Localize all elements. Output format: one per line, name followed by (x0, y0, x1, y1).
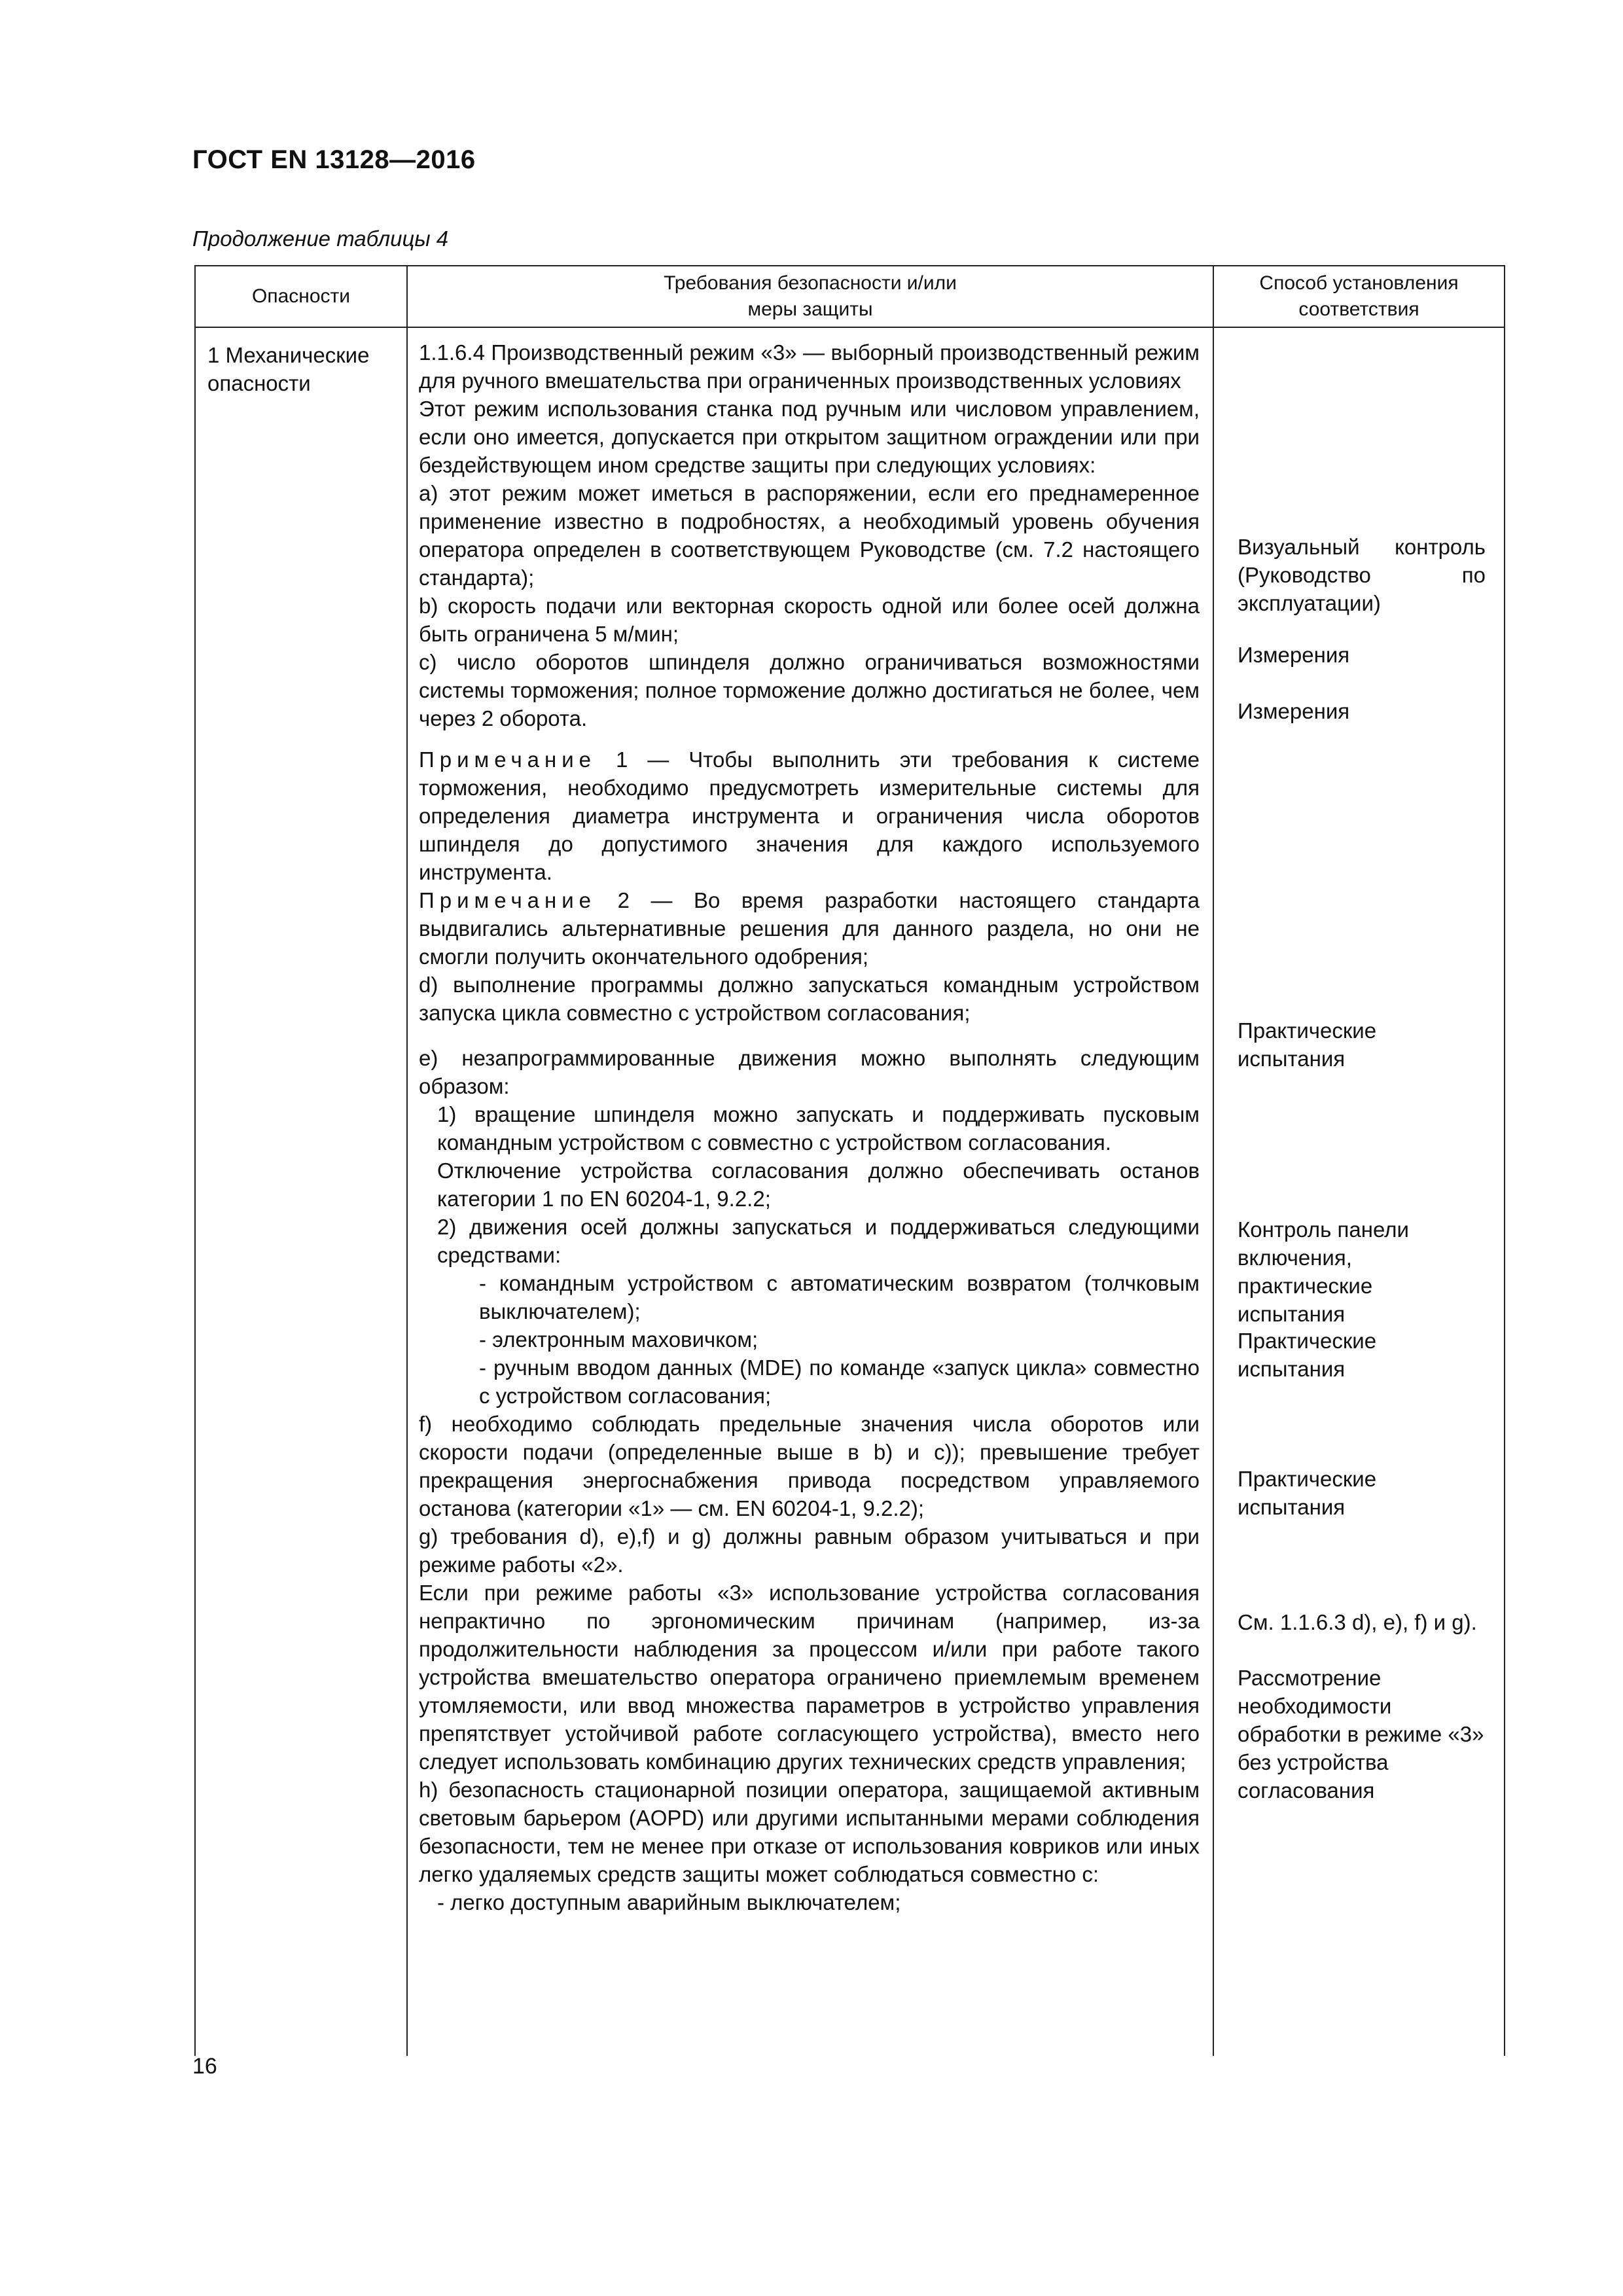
hazard-cell (195, 327, 407, 2056)
verification-method: Практические испытания (1238, 1329, 1377, 1381)
note-text: 1 — Чтобы выполнить эти требования к системе торможения, необходимо предусмотреть измерительные системы для определения диаметра инструмента и ограничения числа оборотов шпинделя до допустимого значения для каждого используемого инструмента. (419, 747, 1200, 884)
requirement-text: 1) вращение шпинделя можно запускать и поддерживать пусковым командным устройством с совместно с устройством согласования. (437, 1102, 1200, 1155)
verification-method: Практические испытания (1238, 1018, 1377, 1071)
requirement-text: h) безопасность стационарной позиции оператора, защищаемой активным световым барьером (AOPD) или другими испытанными мерами соблюдения безопасности, тем не менее при отказе от использования ковриков или иных легко удаляемых средств защиты может соблюдаться совместно с: (419, 1778, 1200, 1886)
verification-method: См. 1.1.6.3 d), e), f) и g). (1238, 1610, 1477, 1634)
note-label: Примечание (419, 747, 597, 772)
hazard-label: 1 Механические опасности (207, 343, 370, 395)
requirement-text: d) выполнение программы должно запускаться командным устройством запуска цикла совместно с устройством согласования; (419, 973, 1200, 1025)
column-header-hazards: Опасности (195, 266, 407, 327)
requirement-text: c) число оборотов шпинделя должно ограничиваться возможностями системы торможения; полное торможение должно достигаться не более, чем через 2 оборота. (419, 650, 1200, 730)
note-2 (419, 886, 1200, 971)
requirement-text: Если при режиме работы «3» использование устройства согласования непрактично по эргономическим причинам (например, из-за продолжительности наблюдения за процессом и/или при работе такого устройства вмешательство оператора ограничено приемлемым временем утомляемости, или ввод множества параметров в устройство управления препятствует устойчивой работе согласующего устройства), вместо него следует использовать комбинацию других технических средств управления; (419, 1581, 1200, 1774)
note-1 (419, 745, 1200, 886)
verification-method: Практические испытания (1238, 1467, 1377, 1519)
requirement-text: g) требования d), e),f) и g) должны равным образом учитываться и при режиме работы «2». (419, 1524, 1200, 1577)
column-header-verification: Способ установления соответствия (1213, 266, 1505, 327)
note-text: 2 — Во время разработки настоящего стандарта выдвигались альтернативные решения для данного раздела, но они не смогли получить окончательного одобрения; (419, 888, 1200, 969)
verification-method: Визуальный контроль (Руководство по эксплуатации) (1238, 535, 1486, 615)
requirement-text: Этот режим использования станка под ручным или числовом управлением, если оно имеется, допускается при открытом защитном ограждении или при бездействующем ином средстве защиты при следующих условиях: (419, 397, 1200, 477)
verification-method: Контроль панели включения, практические испытания (1238, 1217, 1409, 1326)
column-header-requirements: Требования безопасности и/или меры защиты (407, 266, 1213, 327)
page-number: 16 (192, 2054, 217, 2079)
table-row (195, 327, 1505, 2056)
requirement-text: Отключение устройства согласования должно обеспечивать останов категории 1 по EN 60204-1, 9.2.2; (437, 1158, 1200, 1211)
requirement-text: - электронным маховичком; (479, 1327, 758, 1352)
requirement-text: - командным устройством с автоматическим возвратом (толчковым выключателем); (479, 1271, 1200, 1323)
verification-method: Рассмотрение необходимости обработки в режиме «3» без устройства согласования (1238, 1666, 1484, 1803)
table-caption: Продолжение таблицы 4 (192, 226, 449, 251)
requirement-text: f) необходимо соблюдать предельные значения числа оборотов или скорости подачи (определенные выше в b) и c)); превышение требует прекращения энергоснабжения привода посредством управляемого останова (категории «1» — см. EN 60204-1, 9.2.2); (419, 1412, 1200, 1520)
verification-method: Измерения (1238, 699, 1350, 723)
requirements-table (194, 265, 1505, 2056)
requirement-text: 2) движения осей должны запускаться и поддерживаться следующими средствами: (437, 1215, 1200, 1267)
note-label: Примечание (419, 888, 597, 912)
verification-cell (1213, 327, 1505, 2056)
verification-method: Измерения (1238, 643, 1350, 667)
verification-column (1226, 328, 1495, 2056)
requirement-text: 1.1.6.4 Производственный режим «3» — выборный производственный режим для ручного вмешательства при ограниченных производственных условиях (419, 340, 1200, 393)
requirements-cell (407, 327, 1213, 2056)
requirement-text: e) незапрограммированные движения можно выполнять следующим образом: (419, 1046, 1200, 1098)
table-header-row (195, 266, 1505, 327)
requirement-text: b) скорость подачи или векторная скорость одной или более осей должна быть ограничена 5 м/мин; (419, 594, 1200, 646)
requirement-text: а) этот режим может иметься в распоряжении, если его преднамеренное применение известно в подробностях, а необходимый уровень обучения оператора определен в соответствующем Руководстве (см. 7.2 настоящего стандарта); (419, 481, 1200, 590)
document-code: ГОСТ EN 13128—2016 (192, 145, 476, 174)
requirement-text: - легко доступным аварийным выключателем; (437, 1890, 901, 1914)
requirement-text: - ручным вводом данных (MDE) по команде «запуск цикла» совместно с устройством согласования; (479, 1355, 1200, 1408)
